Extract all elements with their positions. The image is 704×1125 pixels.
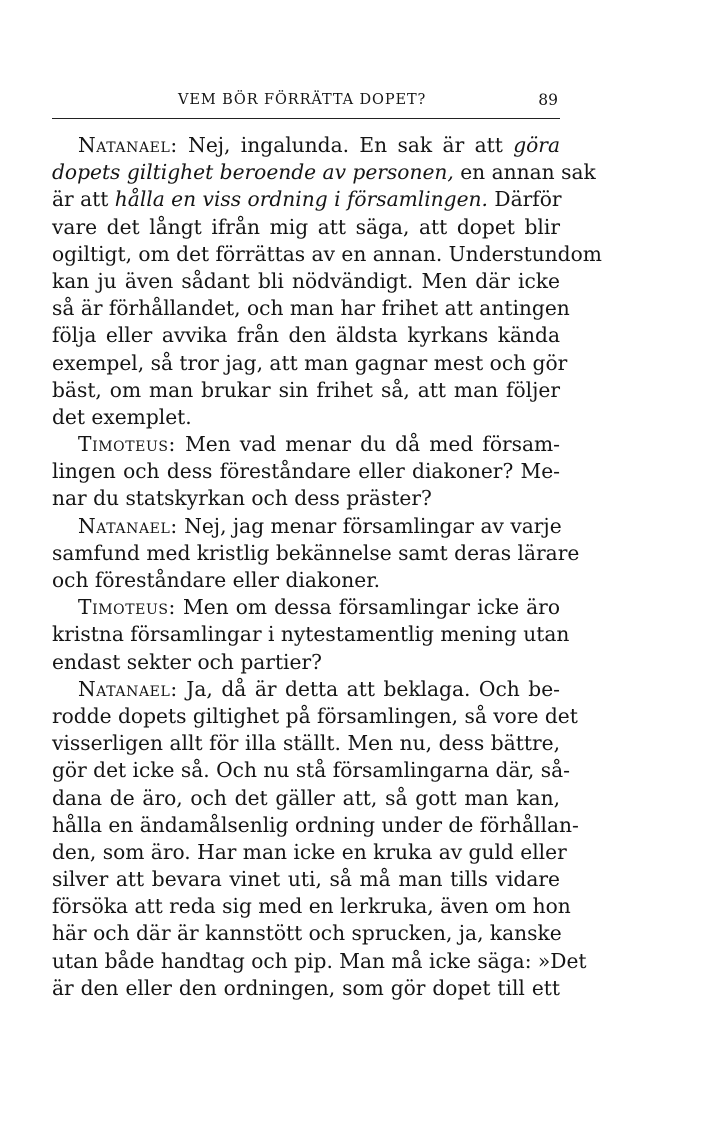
running-title: VEM BÖR FÖRRÄTTA DOPET? (178, 92, 427, 108)
text-span: Men vad menar du då med försam- (175, 432, 560, 457)
text-line: så är förhållandet, och man har frihet att antingen (52, 296, 570, 321)
speaker-label: Timoteus: (78, 432, 176, 457)
text-line: vare det långt ifrån mig att säga, att dopet blir (52, 214, 560, 239)
text-line: nar du statskyrkan och dess präster? (52, 486, 432, 511)
text-line (52, 676, 560, 703)
text-line: exempel, så tror jag, att man gagnar mest och gör (52, 350, 568, 375)
text-line (52, 513, 560, 540)
text-line: ogiltigt, om det förrättas av en annan. Understundom (52, 241, 602, 266)
text-line: här och där är kannstött och sprucken, ja, kanske (52, 921, 562, 946)
text-span: Men om dessa församlingar icke äro (175, 595, 560, 620)
text-line: silver att bevara vinet uti, så må man tills vidare (52, 867, 560, 892)
text-line: försöka att reda sig med en lerkruka, även om hon (52, 894, 571, 919)
text-line: följa eller avvika från den äldsta kyrkans kända (52, 323, 560, 348)
italic-span: dopets giltighet beroende av personen, (52, 160, 454, 185)
text-line: hålla en ändamålsenlig ordning under de förhållan- (52, 812, 579, 837)
text-line (52, 186, 560, 213)
body-text (52, 132, 602, 1002)
text-line (52, 594, 560, 621)
text-span: Ja, då är detta att beklaga. Och be- (177, 676, 560, 701)
page-header (52, 88, 560, 119)
text-line: bäst, om man brukar sin frihet så, att man följer (52, 377, 560, 402)
page-number: 89 (538, 91, 558, 109)
text-span: Nej, jag menar församlingar av varje (177, 513, 562, 538)
italic-span: hålla en viss ordning i församlingen. (114, 187, 488, 212)
text-line: visserligen allt för illa ställt. Men nu, dess bättre, (52, 731, 560, 756)
speaker-label: Natanael: (78, 513, 178, 538)
text-line (52, 431, 560, 458)
text-line: lingen och dess föreståndare eller diakoner? Me- (52, 459, 560, 484)
speaker-label: Natanael: (78, 133, 178, 157)
text-line: och föreståndare eller diakoner. (52, 568, 381, 592)
text-line: rodde dopets giltighet på församlingen, så vore det (52, 703, 578, 728)
text-span: en annan sak (453, 160, 596, 185)
text-line: kan ju även sådant bli nödvändigt. Men där icke (52, 268, 560, 293)
text-line: dana de äro, och det gäller att, så gott man kan, (52, 785, 560, 810)
text-line (52, 159, 596, 186)
text-span: Därför (487, 187, 562, 212)
text-line: samfund med kristlig bekännelse samt deras lärare (52, 540, 580, 565)
text-line: gör det icke så. Och nu stå församlingarna där, så- (52, 758, 570, 783)
text-line: endast sekter och partier? (52, 649, 322, 674)
text-line: den, som äro. Har man icke en kruka av guld eller (52, 839, 567, 864)
italic-span: göra (513, 133, 560, 157)
speaker-label: Natanael: (78, 676, 178, 701)
text-line: utan både handtag och pip. Man må icke säga: »Det (52, 948, 587, 973)
text-span: är att (52, 187, 115, 212)
text-line: kristna församlingar i nytestamentlig mening utan (52, 622, 570, 647)
text-span: Nej, ingalunda. En sak är att (177, 133, 514, 157)
text-line (52, 132, 560, 159)
speaker-label: Timoteus: (78, 595, 176, 620)
text-line: det exemplet. (52, 404, 192, 429)
text-line: är den eller den ordningen, som gör dopet till ett (52, 975, 560, 1000)
